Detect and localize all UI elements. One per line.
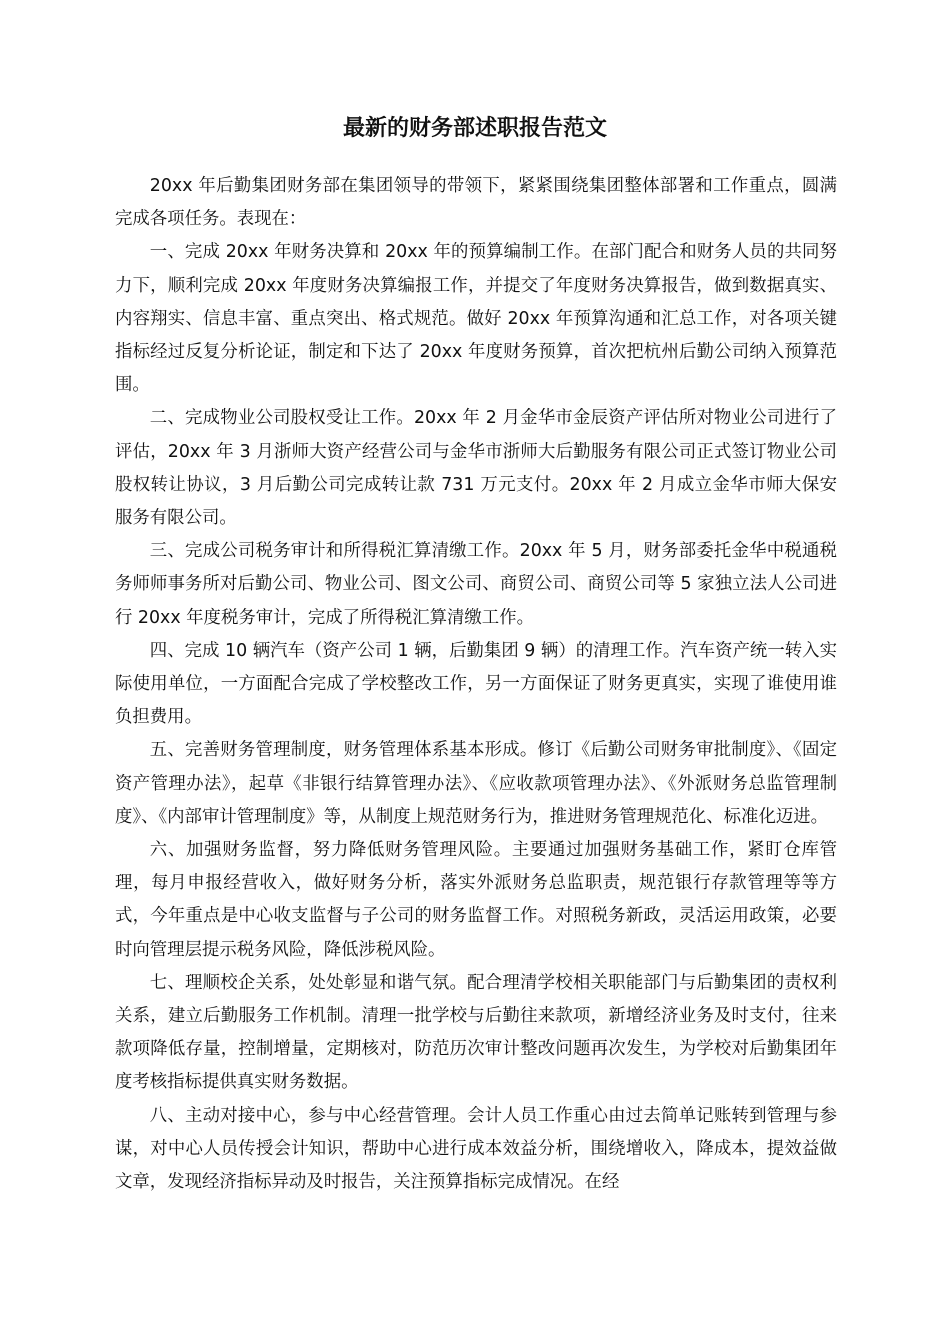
paragraph-3: 三、完成公司税务审计和所得税汇算清缴工作。20xx 年 5 月，财务部委托金华中税通税务师师事务所对后勤公司、物业公司、图文公司、商贸公司、商贸公司等 5 家独立法人公司进行 20xx 年度税务审计，完成了所得税汇算清缴工作。	[115, 541, 837, 628]
document-body	[115, 170, 837, 1199]
paragraph-1: 一、完成 20xx 年财务决算和 20xx 年的预算编制工作。在部门配合和财务人员的共同努力下，顺利完成 20xx 年度财务决算编报工作，并提交了年度财务决算报告，做到数据真实、内容翔实、信息丰富、重点突出、格式规范。做好 20xx 年预算沟通和汇总工作，对各项关键指标经过反复分析论证，制定和下达了 20xx 年度财务预算，首次把杭州后勤公司纳入预算范围。	[115, 242, 837, 396]
paragraph-6: 六、加强财务监督，努力降低财务管理风险。主要通过加强财务基础工作，紧盯仓库管理，每月申报经营收入，做好财务分析，落实外派财务总监职责，规范银行存款管理等等方式，今年重点是中心收支监督与子公司的财务监督工作。对照税务新政，灵活运用政策，必要时向管理层提示税务风险，降低涉税风险。	[115, 840, 837, 960]
paragraph-8: 八、主动对接中心，参与中心经营管理。会计人员工作重心由过去简单记账转到管理与参谋，对中心人员传授会计知识，帮助中心进行成本效益分析，围绕增收入，降成本，提效益做文章，发现经济指标异动及时报告，关注预算指标完成情况。在经	[115, 1105, 837, 1193]
paragraph-7: 七、理顺校企关系，处处彰显和谐气氛。配合理清学校相关职能部门与后勤集团的责权利关系，建立后勤服务工作机制。清理一批学校与后勤往来款项，新增经济业务及时支付，往来款项降低存量，控制增量，定期核对，防范历次审计整改问题再次发生，为学校对后勤集团年度考核指标提供真实财务数据。	[115, 972, 837, 1093]
paragraph-intro: 20xx 年后勤集团财务部在集团领导的带领下，紧紧围绕集团整体部署和工作重点，圆满完成各项任务。表现在：	[115, 176, 837, 230]
document-title: 最新的财务部述职报告范文	[342, 116, 607, 141]
paragraph-2: 二、完成物业公司股权受让工作。20xx 年 2 月金华市金辰资产评估所对物业公司进行了评估，20xx 年 3 月浙师大资产经营公司与金华市浙师大后勤服务有限公司正式签订物业公司股权转让协议，3 月后勤公司完成转让款 731 万元支付。20xx 年 2 月成立金华市师大保安服务有限公司。	[115, 408, 837, 529]
paragraph-4: 四、完成 10 辆汽车（资产公司 1 辆，后勤集团 9 辆）的清理工作。汽车资产统一转入实际使用单位，一方面配合完成了学校整改工作，另一方面保证了财务更真实，实现了谁使用谁负担费用。	[115, 640, 837, 728]
paragraph-5: 五、完善财务管理制度，财务管理体系基本形成。修订《后勤公司财务审批制度》、《固定资产管理办法》，起草《非银行结算管理办法》、《应收款项管理办法》、《外派财务总监管理制度》、《内部审计管理制度》等，从制度上规范财务行为，推进财务管理规范化、标准化迈进。	[115, 740, 837, 827]
